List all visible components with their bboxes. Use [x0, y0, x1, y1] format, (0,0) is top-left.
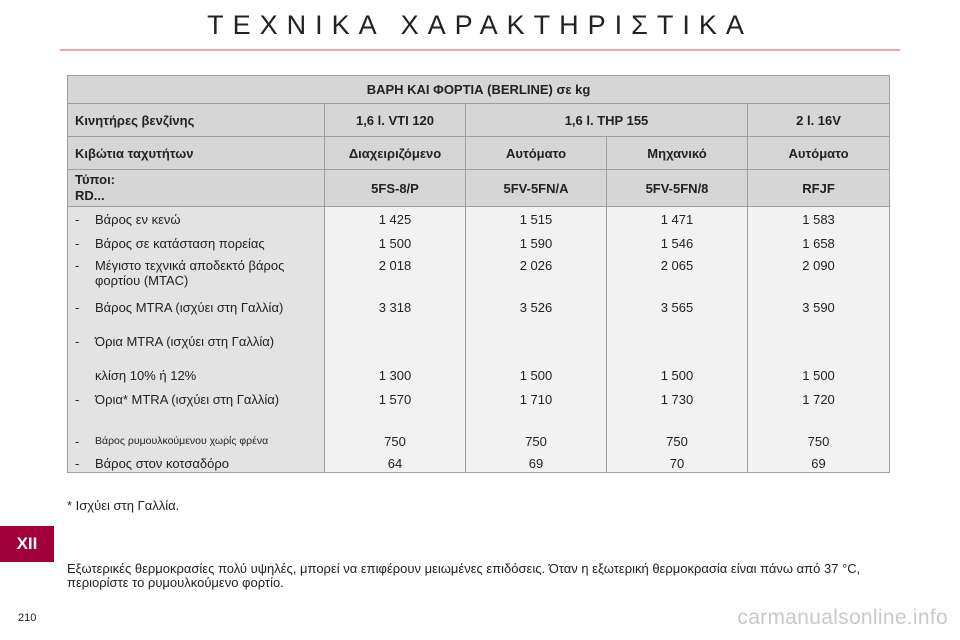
- engine-header: 2 l. 16V: [748, 104, 890, 137]
- table-row: [68, 451, 890, 473]
- row-label-text: Βάρος ρυμουλκούμενου χωρίς φρένα: [95, 434, 269, 447]
- row-dash: -: [75, 455, 80, 471]
- row-label: [75, 300, 317, 315]
- value-cell: 3 590: [748, 295, 890, 329]
- table-row: [68, 231, 890, 253]
- value-cell: 1 500: [607, 363, 748, 387]
- value-cell: [325, 329, 466, 363]
- weights-loads-table: [67, 75, 890, 473]
- table-row: [68, 329, 890, 363]
- row-label-cell: [68, 363, 325, 387]
- value-cell: 1 300: [325, 363, 466, 387]
- row-dash: [75, 368, 95, 383]
- value-cell: [466, 329, 607, 363]
- engine-header: 1,6 l. VTI 120: [325, 104, 466, 137]
- value-cell: 3 318: [325, 295, 466, 329]
- page-title: ΤΕΧΝΙΚΑ ΧΑΡΑΚΤΗΡΙΣΤΙΚΑ: [207, 10, 753, 40]
- table-row: [68, 387, 890, 429]
- value-cell: 1 425: [325, 207, 466, 231]
- value-cell: 1 730: [607, 387, 748, 429]
- row-dash: -: [75, 299, 80, 315]
- row-label-text: Βάρος MTRA (ισχύει στη Γαλλία): [95, 299, 284, 315]
- value-cell: 750: [325, 429, 466, 451]
- value-cell: 2 065: [607, 253, 748, 295]
- value-cell: 2 018: [325, 253, 466, 295]
- value-cell: [748, 329, 890, 363]
- value-cell: 3 526: [466, 295, 607, 329]
- row-label-text: Όρια MTRA (ισχύει στη Γαλλία): [95, 333, 275, 349]
- gearbox-row: [68, 137, 890, 170]
- value-cell: 64: [325, 451, 466, 473]
- value-cell: 1 546: [607, 231, 748, 253]
- row-label-cell: [68, 207, 325, 231]
- value-cell: 69: [466, 451, 607, 473]
- row-dash: -: [75, 212, 80, 227]
- value-cell: 1 583: [748, 207, 890, 231]
- row-label-text: κλίση 10% ή 12%: [95, 367, 197, 383]
- types-label-line1: Τύποι:: [75, 172, 116, 187]
- value-cell: 1 590: [466, 231, 607, 253]
- watermark: carmanualsonline.info: [737, 606, 948, 629]
- value-cell: 69: [748, 451, 890, 473]
- value-cell: 1 570: [325, 387, 466, 429]
- table-row: [68, 253, 890, 295]
- row-label-cell: [68, 295, 325, 329]
- row-label-cell: [68, 387, 325, 429]
- value-cell: 1 500: [748, 363, 890, 387]
- gearbox-header: Αυτόματο: [466, 137, 607, 170]
- row-dash: -: [75, 235, 80, 251]
- table-row: [68, 207, 890, 231]
- type-header: 5FV-5FN/8: [607, 170, 748, 207]
- row-dash: -: [75, 391, 80, 407]
- row-label: [75, 334, 317, 349]
- type-header: RFJF: [748, 170, 890, 207]
- row-label-text: Όρια* MTRA (ισχύει στη Γαλλία): [95, 391, 280, 407]
- engine-row: [68, 104, 890, 137]
- row-label-cell: [68, 429, 325, 451]
- page-number: 210: [18, 612, 37, 624]
- row-label-cell: [68, 231, 325, 253]
- row-label: [75, 258, 317, 288]
- row-label-cell: [68, 451, 325, 473]
- gearbox-header: Αυτόματο: [748, 137, 890, 170]
- row-label-text: Βάρος εν κενώ: [95, 212, 181, 227]
- type-header: 5FS-8/P: [325, 170, 466, 207]
- types-label-line2: RD...: [75, 188, 105, 203]
- row-label-text: Βάρος σε κατάσταση πορείας: [95, 235, 265, 251]
- value-cell: 70: [607, 451, 748, 473]
- value-cell: 2 026: [466, 253, 607, 295]
- row-label-cell: [68, 253, 325, 295]
- value-cell: 3 565: [607, 295, 748, 329]
- table-row: [68, 295, 890, 329]
- table-row: [68, 363, 890, 387]
- footnote: * Ισχύει στη Γαλλία.: [67, 498, 180, 513]
- title-divider: [60, 49, 900, 51]
- value-cell: 1 500: [466, 363, 607, 387]
- types-label: [68, 170, 325, 207]
- value-cell: 750: [607, 429, 748, 451]
- engine-label: Κινητήρες βενζίνης: [68, 104, 325, 137]
- row-label: [75, 456, 317, 471]
- row-label-text: Βάρος στον κοτσαδόρο: [95, 455, 229, 471]
- row-label-text: Μέγιστο τεχνικά αποδεκτό βάρος φορτίου (MTAC): [95, 257, 285, 288]
- value-cell: 750: [466, 429, 607, 451]
- chapter-tab: XII: [0, 526, 54, 562]
- row-label: [75, 212, 317, 227]
- row-label: [75, 236, 317, 251]
- row-dash: -: [75, 433, 80, 449]
- value-cell: 2 090: [748, 253, 890, 295]
- value-cell: 1 710: [466, 387, 607, 429]
- row-dash: -: [75, 333, 80, 349]
- row-label: [75, 434, 317, 449]
- row-dash: -: [75, 257, 80, 273]
- gearbox-header: Μηχανικό: [607, 137, 748, 170]
- value-cell: [607, 329, 748, 363]
- value-cell: 1 500: [325, 231, 466, 253]
- types-row: [68, 170, 890, 207]
- gearbox-header: Διαχειριζόμενο: [325, 137, 466, 170]
- type-header: 5FV-5FN/A: [466, 170, 607, 207]
- row-label: [75, 368, 317, 383]
- row-label-cell: [68, 329, 325, 363]
- table-title: ΒΑΡΗ ΚΑΙ ΦΟΡΤΙΑ (BERLINE) σε kg: [68, 76, 890, 104]
- value-cell: 1 720: [748, 387, 890, 429]
- table-row: [68, 429, 890, 451]
- value-cell: 1 658: [748, 231, 890, 253]
- value-cell: 750: [748, 429, 890, 451]
- table-title-row: [68, 76, 890, 104]
- row-label: [75, 392, 317, 407]
- engine-header: 1,6 l. THP 155: [466, 104, 748, 137]
- value-cell: 1 515: [466, 207, 607, 231]
- gearbox-label: Κιβώτια ταχυτήτων: [68, 137, 325, 170]
- value-cell: 1 471: [607, 207, 748, 231]
- temperature-note: Εξωτερικές θερμοκρασίες πολύ υψηλές, μπορεί να επιφέρουν μειωμένες επιδόσεις. Όταν η εξωτερική θερμοκρασία είναι πάνω από 37 °C, περιορίστε το ρυμουλκούμενο φορτίο.: [67, 561, 861, 590]
